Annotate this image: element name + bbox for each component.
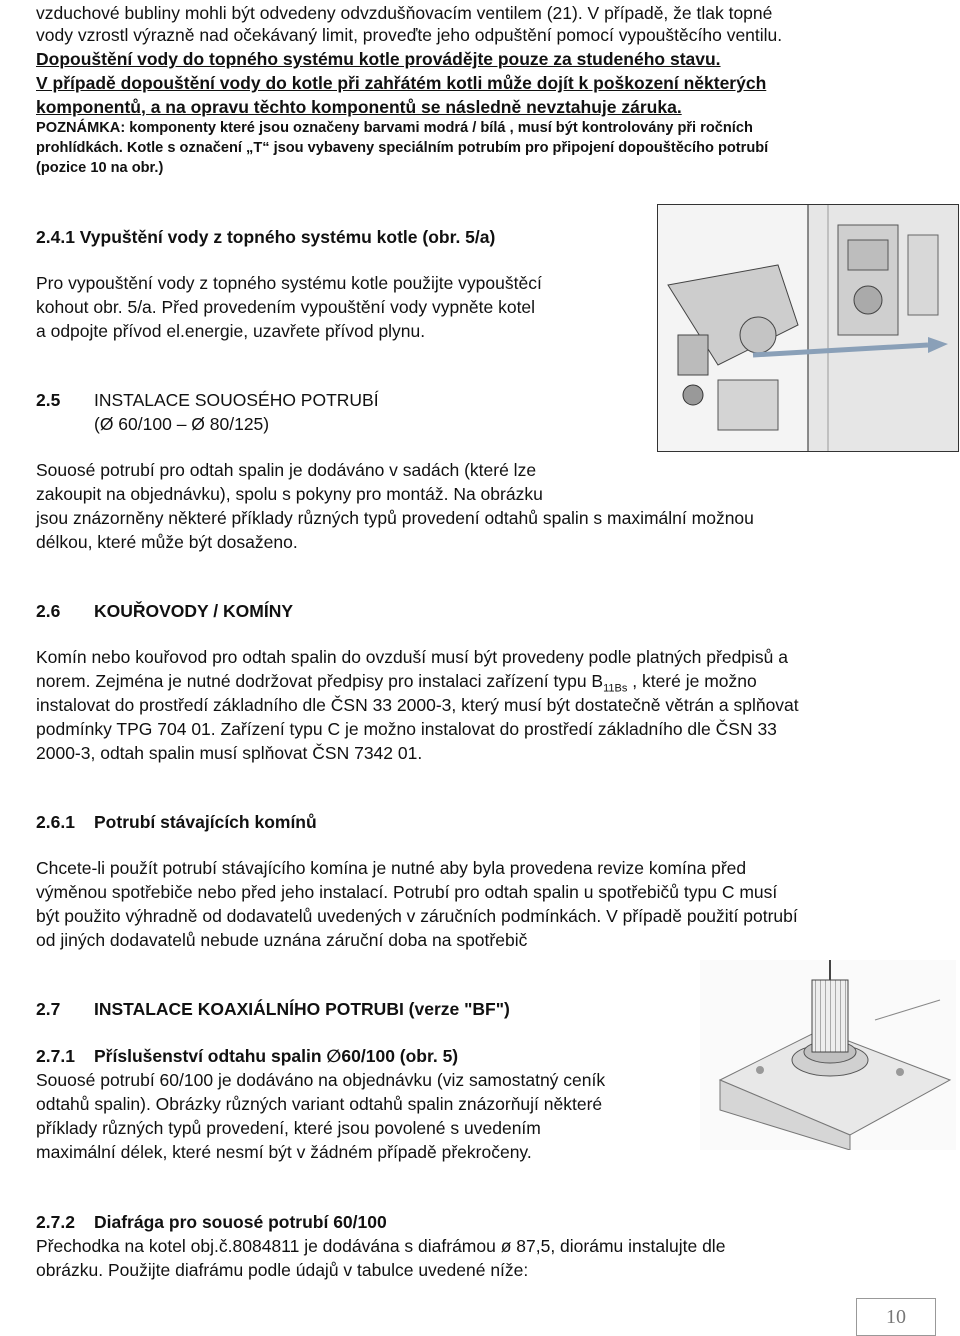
heading-2-6-title: KOUŘOVODY / KOMÍNY bbox=[94, 601, 294, 621]
heading-2-6 bbox=[36, 599, 293, 623]
s241-line-2: kohout obr. 5/a. Před provedením vypouštění vody vypněte kotel bbox=[36, 297, 536, 317]
heading-2-7-1 bbox=[36, 1044, 458, 1068]
note-line-1: POZNÁMKA: komponenty které jsou označeny barvami modrá / bílá , musí být kontrolovány při ročních bbox=[36, 120, 753, 136]
s272-line-1: Přechodka na kotel obj.č.8084811 je dodávána s diafrámou ø 87,5, diorámu instalujte dle bbox=[36, 1236, 726, 1256]
heading-2-6-1 bbox=[36, 810, 317, 834]
heading-2-5-subtitle: (Ø 60/100 – Ø 80/125) bbox=[94, 414, 270, 434]
coaxial-flue-drawing bbox=[700, 960, 956, 1150]
s25-line-1: Souosé potrubí pro odtah spalin je dodáváno v sadách (které lze bbox=[36, 460, 537, 480]
heading-2-5-number: 2.5 bbox=[36, 390, 61, 410]
heading-2-5 bbox=[36, 388, 379, 412]
s261-line-1: Chcete-li použít potrubí stávajícího komína je nutné aby byla provedena revize komína před bbox=[36, 858, 747, 878]
s261-line-3: být použito výhradně od dodavatelů uvedených v záručních podmínkách. V případě použití potrubí bbox=[36, 906, 798, 926]
s25-line-3: jsou znázorněny některé příklady různých typů provedení odtahů spalin s maximální možnou bbox=[36, 508, 754, 528]
s25-line-4: délkou, které může být dosaženo. bbox=[36, 532, 298, 552]
s26-line-3: instalovat do prostředí základního dle ČSN 33 2000-3, který musí být dostatečně větrán a splňovat bbox=[36, 695, 799, 715]
warning-hot-fill-2: komponentů, a na opravu těchto komponentů se následně nevztahuje záruka. bbox=[36, 97, 682, 117]
heading-2-7-1-number: 2.7.1 bbox=[36, 1046, 75, 1066]
heading-2-7 bbox=[36, 997, 510, 1021]
s26-line-1: Komín nebo kouřovod pro odtah spalin do ovzduší musí být provedeny podle platných předpisů a bbox=[36, 647, 789, 667]
page-number: 10 bbox=[856, 1298, 936, 1336]
s26-line-2-a: norem. Zejména je nutné dodržovat předpisy pro instalaci zařízení typu B bbox=[36, 671, 604, 691]
heading-2-7-2-number: 2.7.2 bbox=[36, 1212, 75, 1232]
heading-2-7-2-title: Diafrága pro souosé potrubí 60/100 bbox=[94, 1212, 387, 1232]
figure-coaxial-flue bbox=[700, 960, 956, 1150]
s271-line-1: Souosé potrubí 60/100 je dodáváno na objednávku (viz samostatný ceník bbox=[36, 1070, 606, 1090]
s241-line-1: Pro vypouštění vody z topného systému kotle použijte vypouštěcí bbox=[36, 273, 542, 293]
heading-2-5-title: INSTALACE SOUOSÉHO POTRUBÍ bbox=[94, 390, 379, 410]
s26-line-5: 2000-3, odtah spalin musí splňovat ČSN 7342 01. bbox=[36, 743, 423, 763]
s26-line-4: podmínky TPG 704 01. Zařízení typu C je možno instalovat do prostředí základního dle ČSN 33 bbox=[36, 719, 777, 739]
s261-line-2: výměnou spotřebiče nebo před jeho instalací. Potrubí pro odtah spalin u spotřebičů typu C musí bbox=[36, 882, 778, 902]
warning-cold-fill: Dopouštění vody do topného systému kotle provádějte pouze za studeného stavu. bbox=[36, 49, 721, 69]
figure-drain-valve bbox=[657, 204, 959, 452]
heading-2-7-title: INSTALACE KOAXIÁLNÍHO POTRUBI (verze "BF") bbox=[94, 999, 510, 1019]
heading-2-6-1-title: Potrubí stávajících komínů bbox=[94, 812, 317, 832]
note-line-2: prohlídkách. Kotle s označení „T“ jsou vybaveny speciálním potrubím pro připojení dopouštěcího potrubí bbox=[36, 140, 769, 156]
s241-line-3: a odpojte přívod el.energie, uzavřete přívod plynu. bbox=[36, 321, 426, 341]
heading-2-7-number: 2.7 bbox=[36, 999, 61, 1019]
s271-line-3: příklady různých typů provedení, které jsou povolené s uvedením bbox=[36, 1118, 541, 1138]
s271-line-4: maximální délek, které nesmí být v žádném případě překročeny. bbox=[36, 1142, 532, 1162]
heading-2-6-1-number: 2.6.1 bbox=[36, 812, 75, 832]
heading-2-7-1-title: Příslušenství odtahu spalin ∅60/100 (obr. 5) bbox=[94, 1046, 459, 1066]
intro-line-1: vzduchové bubliny mohli být odvedeny odvzdušňovacím ventilem (21). V případě, že tlak topné bbox=[36, 3, 773, 23]
note-line-3: (pozice 10 na obr.) bbox=[36, 160, 164, 176]
heading-2-7-2 bbox=[36, 1210, 387, 1234]
heading-2-6-number: 2.6 bbox=[36, 601, 61, 621]
s271-line-2: odtahů spalin). Obrázky různých variant odtahů spalin znázorňují některé bbox=[36, 1094, 603, 1114]
drain-valve-drawing bbox=[658, 205, 958, 451]
heading-2-4-1: 2.4.1 Vypuštění vody z topného systému kotle (obr. 5/a) bbox=[36, 227, 496, 247]
s261-line-4: od jiných dodavatelů nebude uznána záruční doba na spotřebič bbox=[36, 930, 528, 950]
warning-hot-fill-1: V případě dopouštění vody do kotle při zahřátém kotli může dojít k poškození některých bbox=[36, 73, 767, 93]
s25-line-2: zakoupit na objednávku), spolu s pokyny pro montáž. Na obrázku bbox=[36, 484, 543, 504]
s272-line-2: obrázku. Použijte diafrámu podle údajů v tabulce uvedené níže: bbox=[36, 1260, 529, 1280]
intro-line-2: vody vzrostl výrazně nad očekávaný limit, proveďte jeho odpuštění pomocí vypouštěcího ventilu. bbox=[36, 25, 783, 45]
s26-line-2-b: , které je možno bbox=[627, 671, 757, 691]
s26-line-2-sub: 11Bs bbox=[603, 682, 628, 695]
